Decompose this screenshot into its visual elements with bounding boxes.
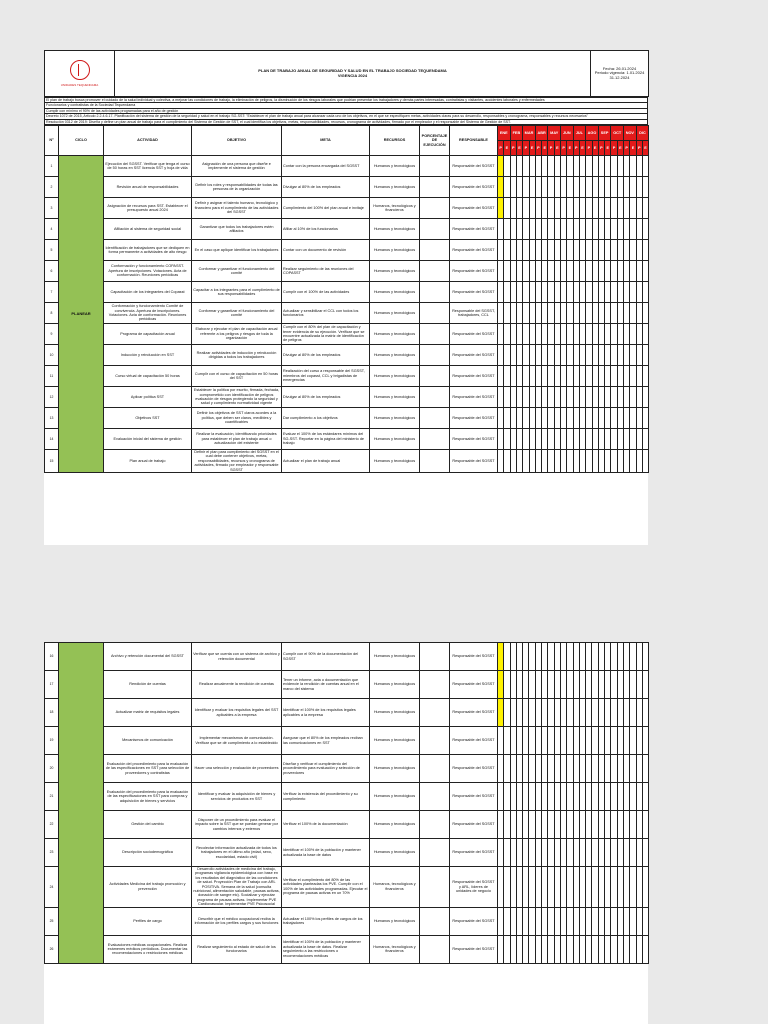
info-line: El plan de trabajo busca promover el cuidado de la salud individual y colectiva, a mejorar las condiciones de trabajo, la eliminación de peligros, la disminución de los riesgos laborales que podrían presentar los trabajadores y demás partes interesadas, contratistas y visitantes, accidentes laborales y enfermedades [45, 98, 648, 103]
pe-p: P [586, 141, 592, 156]
cell-recursos: Humanos y tecnológicos [370, 366, 420, 387]
row-number: 3 [45, 198, 59, 219]
cell-responsable: Responsable del SGSST [450, 429, 498, 450]
month-sep: SEP [598, 126, 611, 141]
cell-objetivo: Garantizar que todos los trabajadores estén afiliados [192, 219, 282, 240]
cell-objetivo: En el caso que aplique identificar los trabajadores [192, 240, 282, 261]
cell-recursos: Humanos y tecnológicos [370, 643, 420, 671]
cell-meta: Divulgar al 80% de los empleados [282, 345, 370, 366]
pe-p: P [598, 141, 604, 156]
info-line: Funcionarios y contratistas de la Sociedad Tequendama [45, 103, 648, 108]
cell-porcentaje [420, 935, 450, 963]
cell-recursos: Humanos y tecnológicos [370, 755, 420, 783]
cell-recursos: Humanos y tecnológicos [370, 345, 420, 366]
cell-responsable: Responsable del SGSST [450, 671, 498, 699]
cell-objetivo: Describir que el médico ocupacional reciba la información de los perfiles cargos y sus funciones [192, 907, 282, 935]
cell-responsable: Responsable del SGSST [450, 811, 498, 839]
cell-objetivo: Elaborar y ejecutar el plan de capacitación anual referente a los peligros y riesgos de toda la organización [192, 324, 282, 345]
cell-objetivo: Recolectar información actualizada de todos los trabajadores en el último año (edad, sexo, escolaridad, estado civil) [192, 839, 282, 867]
row-number: 24 [45, 867, 59, 908]
row-number: 9 [45, 324, 59, 345]
cell-meta: Identificar el 100% de la población y mantener actualizada la base de datos. Realizar seguimiento a las restricciones o recomendaciones médicas [282, 935, 370, 963]
pe-p: P [548, 141, 554, 156]
pe-p: P [523, 141, 529, 156]
cell-recursos: Humanos y tecnológicos [370, 429, 420, 450]
page-title: PLAN DE TRABAJO ANUAL DE SEGURIDAD Y SALUD EN EL TRABAJO SOCIEDAD TEQUENDAMA VIGENCIA 2024 [115, 51, 591, 97]
cell-actividad: Asignación de recursos para SST. Establecer el presupuesto anual 2024 [104, 198, 192, 219]
cell-meta: Tener un informe, acta o documentación que evidencie la rendición de cuentas anual en el marco del sistema [282, 671, 370, 699]
schedule-cell [642, 783, 648, 811]
cell-responsable: Responsable del SGSST [450, 366, 498, 387]
cell-recursos: Humanos y tecnológicos [370, 282, 420, 303]
table-row [45, 727, 649, 755]
cell-objetivo: Implementar mecanismos de comunicación. Verificar que se dé cumplimiento a lo establecido [192, 727, 282, 755]
month-dic: DIC [636, 126, 649, 141]
pe-e: E [592, 141, 598, 156]
schedule-cell [642, 429, 648, 450]
schedule-cell [642, 198, 648, 219]
cell-responsable: Responsable del SGSST [450, 261, 498, 282]
schedule-cell [642, 408, 648, 429]
cell-objetivo: Establecer la política por escrito, firmada, fechada, comprometido con identificación de peligros evaluación de riesgos protegiendo la seguridad y salud y cumplimiento normatividad vigente [192, 387, 282, 408]
cell-meta: Verificar el 100% de la documentación [282, 811, 370, 839]
cell-recursos: Humanos, tecnológicos y financieros [370, 198, 420, 219]
header-table [44, 50, 649, 97]
cell-responsable: Responsable del SGSST [450, 282, 498, 303]
row-number: 7 [45, 282, 59, 303]
cell-recursos: Humanos y tecnológicos [370, 324, 420, 345]
document-meta: Fecha: 26.01.2024 Periodo vigencia: 1.01.2024 31.12.2024 [591, 51, 649, 97]
cell-porcentaje [420, 408, 450, 429]
cell-actividad: Evaluaciones médicas ocupacionales. Realizar exámenes médicos periódicos. Documentar las recomendaciones o restricciones médicas [104, 935, 192, 963]
cell-porcentaje [420, 156, 450, 177]
pe-e: E [554, 141, 560, 156]
cell-meta: Actualizar y sensibilizar el CCL con todos los funcionarios [282, 303, 370, 324]
row-number: 25 [45, 907, 59, 935]
cell-recursos: Humanos y tecnológicos [370, 219, 420, 240]
cell-recursos: Humanos y tecnológicos [370, 261, 420, 282]
cell-actividad: Capacitación de los integrantes del Copasst [104, 282, 192, 303]
cell-objetivo: Realizar anualmente la rendición de cuentas [192, 671, 282, 699]
table-row [45, 156, 649, 177]
cell-porcentaje [420, 345, 450, 366]
cell-actividad: Curso virtual de capacitación 50 horas [104, 366, 192, 387]
cell-actividad: Conformación y funcionamiento COPASST. Apertura de inscripciones. Votaciones. Acta de conformación. Reuniones periódicas [104, 261, 192, 282]
cell-objetivo: Realizar seguimiento al estado de salud de los funcionarios [192, 935, 282, 963]
table-row [45, 261, 649, 282]
cell-meta: Afiliar al 10% de los funcionarios [282, 219, 370, 240]
cell-recursos: Humanos y tecnológicos [370, 811, 420, 839]
schedule-cell [642, 643, 648, 671]
cell-responsable: Responsable del SGSST [450, 755, 498, 783]
cell-objetivo: Conformar y garantizar el funcionamiento del comité [192, 261, 282, 282]
pe-e: E [605, 141, 611, 156]
table-row [45, 282, 649, 303]
cell-meta: Verificar el cumplimiento del 80% de las actividades planteadas los PVE. Cumplir con el 100% de las actividades programadas. Ejecutar el programa de pausas activas en un 70% [282, 867, 370, 908]
cell-porcentaje [420, 727, 450, 755]
cell-objetivo: Cumplir con el curso de capacitación en 50 horas del SST [192, 366, 282, 387]
row-number: 13 [45, 408, 59, 429]
cell-actividad: Descripción sociodemográfica [104, 839, 192, 867]
cell-actividad: Identificación de trabajadores que se dediquen en forma permanente a actividades de alto riesgo [104, 240, 192, 261]
row-number: 20 [45, 755, 59, 783]
row-number: 22 [45, 811, 59, 839]
cell-objetivo: Identificar y evaluar los requisitos legales del SST aplicables a la empresa [192, 699, 282, 727]
table-row [45, 303, 649, 324]
row-number: 5 [45, 240, 59, 261]
pe-e: E [542, 141, 548, 156]
table-row [45, 177, 649, 198]
schedule-cell [642, 177, 648, 198]
cell-recursos: Humanos y tecnológicos [370, 303, 420, 324]
row-number: 18 [45, 699, 59, 727]
month-oct: OCT [611, 126, 624, 141]
col-recursos: RECURSOS [370, 126, 420, 156]
cell-porcentaje [420, 755, 450, 783]
cell-recursos: Humanos y tecnológicos [370, 408, 420, 429]
cell-meta: Verificar la existencia del procedimiento y su cumplimiento [282, 783, 370, 811]
cell-responsable: Responsable del SGSST [450, 839, 498, 867]
cell-recursos: Humanos y tecnológicos [370, 240, 420, 261]
plan-table-1 [44, 125, 649, 473]
cell-responsable: Responsable del SGSST [450, 408, 498, 429]
month-feb: FEB [510, 126, 523, 141]
cell-objetivo: Hacer una selección y evaluación de proveedores [192, 755, 282, 783]
row-number: 21 [45, 783, 59, 811]
col-porcentaje: PORCENTAJE DE EJECUCIÓN [420, 126, 450, 156]
month-jul: JUL [573, 126, 586, 141]
pe-e: E [642, 141, 648, 156]
schedule-cell [642, 345, 648, 366]
schedule-cell [642, 811, 648, 839]
cell-responsable: Responsable del SGSST [450, 783, 498, 811]
cell-objetivo: Definir el plan para cumplimiento del SGSST en el cual debe contener objetivos, metas, responsabilidades, recursos y cronograma de actividades, firmado por empleador y responsable SGSST [192, 450, 282, 473]
cell-recursos: Humanos y tecnológicos [370, 727, 420, 755]
col-n: N° [45, 126, 59, 156]
cell-porcentaje [420, 643, 450, 671]
cell-actividad: Actualizar matriz de requisitos legales [104, 699, 192, 727]
cell-recursos: Humanos, tecnológicos y financieros [370, 935, 420, 963]
cell-porcentaje [420, 783, 450, 811]
cell-porcentaje [420, 240, 450, 261]
row-number: 6 [45, 261, 59, 282]
table-row [45, 240, 649, 261]
schedule-cell [642, 450, 648, 473]
cell-objetivo: Definir los objetivos de SST claros acordes a la política, que deben ser claros, medibles y cuantificables [192, 408, 282, 429]
col-ciclo: CICLO [59, 126, 104, 156]
table-row [45, 408, 649, 429]
pe-e: E [579, 141, 585, 156]
cell-porcentaje [420, 811, 450, 839]
row-number: 17 [45, 671, 59, 699]
cell-porcentaje [420, 198, 450, 219]
cell-porcentaje [420, 839, 450, 867]
page-1 [44, 50, 648, 545]
schedule-cell [642, 671, 648, 699]
col-responsable: RESPONSABLE [450, 126, 498, 156]
cell-actividad: Evaluación del procedimiento para la evaluación de las especificaciones en SST para selección de proveedores y contratistas [104, 755, 192, 783]
plan-info [44, 97, 648, 125]
pe-p: P [573, 141, 579, 156]
pe-e: E [529, 141, 535, 156]
cell-objetivo: Conformar y garantizar el funcionamiento del comité [192, 303, 282, 324]
cell-meta: Actualizar el plan de trabajo anual [282, 450, 370, 473]
month-abr: ABR [535, 126, 548, 141]
cell-actividad: Plan anual de trabajo [104, 450, 192, 473]
cell-porcentaje [420, 429, 450, 450]
pe-p: P [498, 141, 504, 156]
cell-porcentaje [420, 324, 450, 345]
pe-e: E [516, 141, 522, 156]
cell-recursos: Humanos y tecnológicos [370, 907, 420, 935]
cell-actividad: Aplicar política SST [104, 387, 192, 408]
cell-meta: Divulgar al 80% de los empleados [282, 387, 370, 408]
cell-responsable: Responsable del SGSST [450, 177, 498, 198]
cell-objetivo: Desarrollo actividades de medicina del trabajo, programas vigilancia epidemiológica con base en los resultados del diagnóstico de las condiciones de salud. Proyección Plan de Trabajo con ARL POSITIVA. Semana de la salud (consulta nutricional, alimentación saludable, pausas activas, donación de sangre etc). Socializar y ejecutar programa de pausas activas. Implementar PVE Cardiovascular. Implementar PVE Psicosocial [193, 867, 280, 907]
cell-recursos: Humanos y tecnológicos [370, 387, 420, 408]
cell-meta: Cumplir con el 90% de la documentación del SGSST [282, 643, 370, 671]
cell-actividad: Rendición de cuentas [104, 671, 192, 699]
cell-responsable: Responsable del SGSST [450, 240, 498, 261]
cell-porcentaje [420, 177, 450, 198]
cell-meta: Realizar seguimiento de las reuniones del COPASST [282, 261, 370, 282]
row-number: 11 [45, 366, 59, 387]
schedule-cell [642, 324, 648, 345]
pe-p: P [636, 141, 642, 156]
cell-actividad: Gestión del cambio [104, 811, 192, 839]
table-row [45, 839, 649, 867]
cell-actividad: Archivo y retención documental del SGSST [104, 643, 192, 671]
cell-responsable: Responsable del SGSST [450, 699, 498, 727]
logo: UNIDADES TEQUENDAMA [45, 51, 115, 97]
table-row [45, 324, 649, 345]
cell-actividad: Actividades Medicina del trabajo promoción y prevención [104, 867, 192, 908]
table-row [45, 450, 649, 473]
cell-responsable: Responsable del SGSST [450, 727, 498, 755]
schedule-cell [642, 303, 648, 324]
cell-meta: Cumplimiento del 100% del plan anual e invitaje [282, 198, 370, 219]
schedule-cell [642, 219, 648, 240]
cell-meta: Cumplir con el 100% de las actividades [282, 282, 370, 303]
cell-actividad: Evaluación del procedimiento para la evaluación de las especificaciones en SST para compras y adquisición de bienes y servicios [104, 783, 192, 811]
table-row [45, 671, 649, 699]
cell-porcentaje [420, 450, 450, 473]
cell-recursos: Humanos y tecnológicos [370, 177, 420, 198]
cell-objetivo: Realizar la evaluación, identificando prioridades para establecer el plan de trabajo anual o actualización del existente [192, 429, 282, 450]
info-line: Decreto 1072 de 2015, Artículo 2.2.4.6.17. Planificación del sistema de gestión de la seguridad y salud en el trabajo SG-SST: "Establecer el plan de trabajo anual para alcanzar cada uno de los objetivos, en el que se especifiquen metas, actividades claras para su desarrollo, responsables y cronograma, responsables y recursos necesarios" [45, 114, 648, 119]
pe-p: P [611, 141, 617, 156]
cell-meta: Diseñar y verificar el cumplimiento del procedimiento para evaluación y selección de proveedores [282, 755, 370, 783]
schedule-cell [642, 156, 648, 177]
cell-objetivo: Definir los roles y responsabilidades de todas las personas de la organización [192, 177, 282, 198]
pe-p: P [535, 141, 541, 156]
cell-meta: Identificar el 100% de la población y mantener actualizada la base de datos [282, 839, 370, 867]
cell-actividad: Evaluación inicial del sistema de gestión [104, 429, 192, 450]
cell-meta: Identificar el 100% de los requisitos legales aplicables a la empresa [282, 699, 370, 727]
cell-actividad: Revisión anual de responsabilidades [104, 177, 192, 198]
row-number: 2 [45, 177, 59, 198]
cell-porcentaje [420, 282, 450, 303]
cell-meta: Realización del curso a responsable del SGSST, miembros del copasst, CCL y brigadistas de emergencias [282, 366, 370, 387]
month-nov: NOV [624, 126, 637, 141]
cell-porcentaje [420, 699, 450, 727]
table-row [45, 345, 649, 366]
cell-meta: Contar con un documento de revisión [282, 240, 370, 261]
cell-responsable: Responsable del SGSST [450, 198, 498, 219]
cell-responsable: Responsable del SGSST [450, 450, 498, 473]
cell-recursos: Humanos y tecnológicos [370, 783, 420, 811]
cell-meta: Divulgar al 80% de los empleados [282, 177, 370, 198]
schedule-cell [642, 240, 648, 261]
cell-responsable: Responsable del SGSST, trabajadores, CCL [450, 303, 498, 324]
cell-meta: Actualizar el 100% los perfiles de cargos de los trabajadores [282, 907, 370, 935]
cell-objetivo: Identificar y evaluar la adquisición de bienes y servicios de productos en SST [192, 783, 282, 811]
schedule-cell [642, 935, 648, 963]
row-number: 26 [45, 935, 59, 963]
schedule-cell [642, 727, 648, 755]
cell-porcentaje [420, 671, 450, 699]
schedule-cell [642, 907, 648, 935]
row-number: 12 [45, 387, 59, 408]
schedule-cell [642, 387, 648, 408]
pe-p: P [510, 141, 516, 156]
cell-objetivo: Asignación de una persona que diseñe e implemente el sistema de gestión [192, 156, 282, 177]
table-row [45, 935, 649, 963]
row-number: 16 [45, 643, 59, 671]
pe-e: E [617, 141, 623, 156]
ciclo-cell [59, 643, 104, 964]
cell-responsable: Responsable del SGSST [450, 907, 498, 935]
table-row [45, 811, 649, 839]
cell-responsable: Responsable del SGSST [450, 345, 498, 366]
table-row [45, 867, 649, 908]
cell-actividad: Ejecución del SGSST. Verificar que tenga el curso de 50 horas en SST licencia SST y hoja de vida [104, 156, 192, 177]
table-row [45, 643, 649, 671]
cell-recursos: Humanos y tecnológicos [370, 156, 420, 177]
cell-meta: Dar cumplimiento a los objetivos [282, 408, 370, 429]
logo-icon [70, 60, 90, 80]
cell-objetivo: Verificar que se cuenta con un sistema de archivo y retención documental [192, 643, 282, 671]
table-row [45, 907, 649, 935]
table-row [45, 387, 649, 408]
info-line: Cumplir con mínimo el 90% de las actividades programadas para el año de gestión [45, 108, 648, 113]
month-ene: ENE [498, 126, 511, 141]
schedule-cell [642, 366, 648, 387]
cell-recursos: Humanos y tecnológicos [370, 671, 420, 699]
cell-responsable: Responsable del SGSST [450, 324, 498, 345]
cell-objetivo: Definir y asignar el talento humano, tecnológico y financiero para el cumplimiento de las actividades del SGSST [192, 198, 282, 219]
row-number: 10 [45, 345, 59, 366]
cell-actividad: Conformación y funcionamiento Comité de convivencia. Apertura de inscripciones. Votaciones. Acta de conformación. Reuniones periódicas [104, 303, 192, 324]
month-may: MAY [548, 126, 561, 141]
info-line: Resolución 0312 de 2019: Diseña y define un plan anual de trabajo para el cumplimiento del Sistema de Gestión de SST, el cual identifica los objetivos, metas, responsabilidades, recursos, cronograma de actividades, firmado por el empleador y el responsable del Sistema de Gestión de SST. [45, 119, 648, 124]
plan-table-2 [44, 642, 649, 964]
cell-objetivo: Disponer de un procedimiento para evaluar el impacto sobre la SST que se puedan generar por cambios internos y externos [192, 811, 282, 839]
cell-responsable: Responsable del SGSST [450, 643, 498, 671]
row-number: 19 [45, 727, 59, 755]
pe-e: E [630, 141, 636, 156]
pe-p: P [561, 141, 567, 156]
cell-meta: Cumplir con el 80% del plan de capacitación y tener evidencia de su ejecución. Verificar que se encuentre actualizada la matriz de identificación de peligros [282, 324, 370, 345]
cell-porcentaje [420, 303, 450, 324]
cell-responsable: Responsable del SGSST y ARL, líderes de unidades de negocio [450, 867, 498, 908]
month-ago: AGO [586, 126, 599, 141]
schedule-cell [642, 261, 648, 282]
row-number: 1 [45, 156, 59, 177]
col-actividad: ACTIVIDAD [104, 126, 192, 156]
cell-actividad: Afiliación al sistema de seguridad social [104, 219, 192, 240]
row-number: 23 [45, 839, 59, 867]
schedule-cell [642, 755, 648, 783]
cell-porcentaje [420, 387, 450, 408]
cell-actividad: Mecanismos de comunicación [104, 727, 192, 755]
pe-p: P [624, 141, 630, 156]
cell-porcentaje [420, 366, 450, 387]
page-2 [44, 642, 648, 1024]
row-number: 4 [45, 219, 59, 240]
cell-objetivo: Capacitar a los integrantes para el cumplimiento de sus responsabilidades [192, 282, 282, 303]
cell-actividad: Programa de capacitación anual [104, 324, 192, 345]
schedule-cell [642, 867, 648, 908]
cell-objetivo: Realizar actividades de inducción y reinducción dirigidas a todos los trabajadores [192, 345, 282, 366]
column-header-row [45, 126, 649, 141]
cell-actividad: Perfiles de cargo [104, 907, 192, 935]
cell-responsable: Responsable del SGSST [450, 387, 498, 408]
pe-e: E [504, 141, 510, 156]
table-row [45, 219, 649, 240]
pe-e: E [567, 141, 573, 156]
cell-recursos: Humanos, tecnológicos y financieros [370, 867, 420, 908]
schedule-cell [642, 839, 648, 867]
schedule-cell [642, 699, 648, 727]
cell-recursos: Humanos y tecnológicos [370, 839, 420, 867]
table-row [45, 755, 649, 783]
table-row [45, 198, 649, 219]
cell-meta: Asegurar que el 80% de los empleados reciban las comunicaciones en SST [282, 727, 370, 755]
table-row [45, 429, 649, 450]
row-number: 14 [45, 429, 59, 450]
row-number: 8 [45, 303, 59, 324]
cell-actividad: Objetivos SST [104, 408, 192, 429]
schedule-cell [642, 282, 648, 303]
month-mar: MAR [523, 126, 536, 141]
table-row [45, 699, 649, 727]
cell-recursos: Humanos y tecnológicos [370, 450, 420, 473]
cell-porcentaje [420, 219, 450, 240]
cell-responsable: Responsable del SGSST [450, 935, 498, 963]
cell-porcentaje [420, 907, 450, 935]
cell-porcentaje [420, 867, 450, 908]
table-row [45, 783, 649, 811]
table-row [45, 366, 649, 387]
ciclo-cell: PLANEAR [59, 156, 104, 473]
cell-meta: Evaluar el 100% de los estándares mínimos del SG-SST. Reportar en la página del ministerio de trabajo [282, 429, 370, 450]
cell-responsable: Responsable del SGSST [450, 219, 498, 240]
cell-meta: Contar con la persona encargada del SGSST [282, 156, 370, 177]
cell-responsable: Responsable del SGSST [450, 156, 498, 177]
cell-actividad: Inducción y reinducción en SST [104, 345, 192, 366]
cell-porcentaje [420, 261, 450, 282]
cell-recursos: Humanos y tecnológicos [370, 699, 420, 727]
col-objetivo: OBJETIVO [192, 126, 282, 156]
month-jun: JUN [561, 126, 574, 141]
row-number: 15 [45, 450, 59, 473]
col-meta: META [282, 126, 370, 156]
